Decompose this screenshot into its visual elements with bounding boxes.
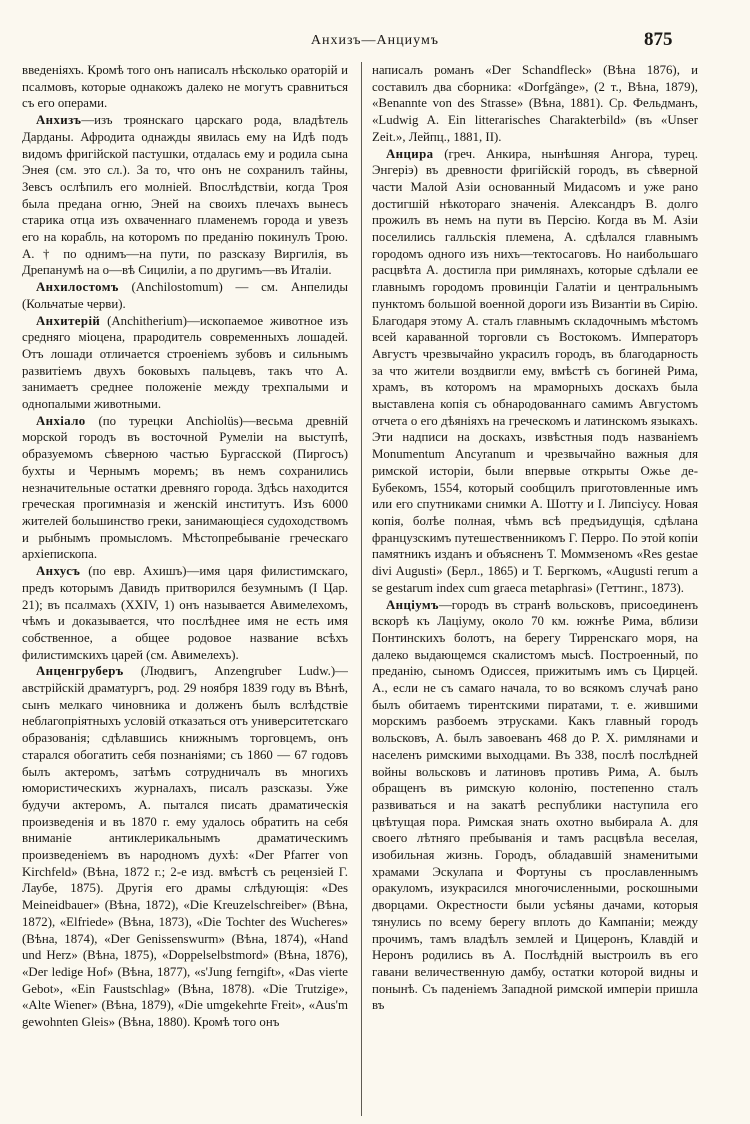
entry-anchialo	[22, 413, 348, 563]
column-divider	[361, 62, 362, 1116]
entry-text: —изъ троянскаго царскаго рода, владѣтель Дарданы. Афродита однажды явилась ему на Идѣ подъ видомъ фригійской пастушки, отдалась ему и родила сына Энея (см. это сл.). За то, что онъ не сохранилъ тайны, Зевсъ ослѣпилъ его молніей. Впослѣдствіи, когда Троя была предана огню, Эней на своихъ плечахъ вынесъ старика отца изъ охваченнаго пламенемъ города и увезъ его на корабль, на которомъ по преданію покинулъ Трою. А. † по однимъ—на пути, по разсказу Виргилія, въ Дрепанумѣ на о—вѣ Сициліи, а по другимъ—въ Италіи.	[22, 113, 348, 278]
entry-text: (Людвигъ, Anzengruber Ludw.)—австрійскій драматургъ, род. 29 ноября 1839 году въ Вѣнѣ, сынъ мелкаго чиновника и долженъ былъ вслѣдствіе неблагопріятныхъ условій отказаться отъ университетскаго образованія; сдѣлавшись книжнымъ торговцемъ, онъ старался обогатить себя познаніями; съ 1860 — 67 годовъ былъ актеромъ, затѣмъ сотрудничалъ въ многихъ юмористическихъ журналахъ, писалъ разсказы. Уже будучи актеромъ, А. пытался писать драматическія произведенія и въ 1870 г. ему удалось обратить на себя вниманіе антиклерикальнымъ драматическимъ произведеніемъ въ народномъ духѣ: «Der Pfarrer von Kirchfeld» (Вѣна, 1872 г.; 2-е изд. вмѣстѣ съ рецензіей Г. Лаубе, 1875). Другія его драмы слѣдующія: «Des Meineidbauer» (Вѣна, 1872), «Die Kreuzelschreiber» (Вѣна, 1872), «Elfriede» (Вѣна, 1873), «Die Tochter des Wucheres» (Вѣна, 1874), «Der Genissenswurm» (Вѣна, 1874), «Hand und Herz» (Вѣна, 1875), «Doppelselbstmord» (Вѣна, 1876), «Der ledige Hof» (Вѣна, 1877), «s'Jung ferngift», «Das vierte Gebot», «Ein Faustschlag» (Вѣна, 1878). «Die Trutzige», «Alte Wiener» (Вѣна, 1879), «Die umgekehrte Freit», «Aus'm gewohnten Gleis» (Вѣна, 1880). Кромѣ того онъ	[22, 664, 348, 1030]
entry-text: введеніяхъ. Кромѣ того онъ написалъ нѣсколько ораторій и псалмовъ, которые однакожъ далеко не могутъ сравниться съ его операми.	[22, 63, 348, 111]
entry-continuation	[22, 62, 348, 112]
page-number: 875	[644, 29, 673, 50]
entry-headword: Анцира	[386, 146, 434, 161]
entry-headword: Анхіало	[36, 413, 86, 428]
entry-headword: Анценгруберъ	[36, 664, 124, 679]
entry-headword: Анхитерій	[36, 313, 101, 328]
right-column	[372, 62, 698, 1116]
entry-anchus	[22, 563, 348, 663]
entry-anchiterij	[22, 313, 348, 413]
entry-headword: Анхизъ	[36, 113, 82, 128]
entry-anchilostom	[22, 279, 348, 312]
entry-text: (Anchilostomum) — см. Анпелиды (Кольчатые черви).	[22, 280, 348, 311]
entry-text: —городъ въ странѣ вольсковъ, присоединенъ вскорѣ къ Лаціуму, около 70 км. южнѣе Рима, вблизи Понтинскихъ болотъ, на берегу Тирренскаго моря, на далеко выдающемся скалистомъ мысѣ. Построенный, по преданію, сыномъ Одиссея, прижитымъ имъ съ Цирцей. А., если не съ самаго начала, то во всякомъ случаѣ рано былъ обитаемъ тирентскими пиратами, т. е. жившими морскимъ разбоемъ этрусками. Какъ главный городъ вольсковъ, А. былъ завоеванъ 468 до Р. Х. римлянами и населенъ римскими выходцами. Въ 338, послѣ послѣдней войны вольсковъ и латиновъ противъ Рима, А. былъ обращенъ въ римскую колонію, постепенно сталъ развиваться и на закатѣ республики наступила его цвѣтущая пора. Римская знать охотно выбирала А. для своего лѣтняго пребыванія и тамъ расцвѣла веселая, изобильная жизнь. Городъ, обладавшій знаменитыми храмами Эскулапа и Фортуны съ прославленнымъ оракуломъ, изукрасился многочисленными, роскошными дворцами. Окрестности были усѣяны дачами, которыя тянулись по всему берегу вплоть до Кампаніи; между прочимъ, тамъ владѣлъ землей и Цицеронъ, Клавдій и Неронъ родились въ А. Послѣдній выстроилъ въ его гавани величественную дамбу, остатки которой видны и понынѣ. Съ паденіемъ Западной римской имперіи пришла въ	[372, 597, 698, 1013]
entry-text: (по турецки Anchiolüs)—весьма древній морской городъ въ восточной Румеліи на выступѣ, образуемомъ сѣверною частью Бургасской (Пиргосъ) бухты и Чернымъ моремъ; въ немъ сохранились незначительные остатки древняго города. Здѣсь находится греческая прогимназія и женскій институтъ. Изъ 6000 жителей большинство греки, занимающіеся судоходствомъ и рыбнымъ промысломъ. Мѣстопребываніе греческаго архіепископа.	[22, 413, 348, 562]
entry-text: (Anchitherium)—ископаемое животное изъ средняго міоцена, прародитель современныхъ лошадей. Отъ лошади отличается строеніемъ зубовъ и сильнымъ развитіемъ двухъ боковыхъ пальцевъ, такъ что А. занимаетъ среднее положеніе между трехпалыми и однопалыми животными.	[22, 313, 348, 412]
entry-continuation	[372, 62, 698, 146]
entry-text: написалъ романъ «Der Schandfleck» (Вѣна 1876), и составилъ два сборника: «Dorfgänge», (2 т., Вѣна, 1879), «Benannte von des Strasse» (Вѣна, 1881). Ср. Фельдманъ, «Ludwig A. Ein litterarisches Charakterbild» (въ «Unser Zeit.», Лейпц., 1881, II).	[372, 63, 698, 144]
entry-anzengruber	[22, 663, 348, 1030]
entry-anchiz	[22, 112, 348, 279]
entry-headword: Анхусъ	[36, 564, 81, 579]
entry-ancira	[372, 146, 698, 597]
entry-headword: Анціумъ	[386, 597, 439, 612]
running-header: Анхизъ—Анциумъ	[310, 33, 440, 48]
left-column	[22, 62, 348, 1116]
entry-ancium	[372, 597, 698, 1015]
entry-text: (по евр. Ахишъ)—имя царя филистимскаго, предъ которымъ Давидъ притворился безумнымъ (I Цар. 21); въ псалмахъ (XXIV, 1) онъ называется Авимелехомъ, чѣмъ и доказывается, что послѣднее имя не есть имя собственное, а общее родовое название всѣхъ филистимскихъ царей (см. Авимелехъ).	[22, 564, 348, 662]
entry-text: (греч. Анкира, нынѣшняя Ангора, турец. Энгеріэ) въ древности фригійскій городъ, въ сѣверной части Малой Азіи основанный Мидасомъ и уже рано достигшій нѣкотораго значенія. Александръ В. долго прожилъ въ немъ на пути въ Персію. Когда въ М. Азіи поселились галльскія племена, А. сдѣлался главнымъ городомъ одного изъ нихъ—тектосаговъ. Но наибольшаго расцвѣта А. достигла при римлянахъ, которые сдѣлали ее главнымъ городомъ провинціи Галатіи и центральнымъ пунктомъ большой военной дороги изъ Византіи въ Сирію. Благодаря этому А. сталъ главнымъ складочнымъ мѣстомъ всей караванной торговли съ Востокомъ. Императоръ Августъ чрезвычайно украсилъ городъ, въ благодарность за что жители воздвигли ему, вмѣстѣ съ богиней Рима, храмъ, въ которомъ на мраморныхъ доскахъ была выставлена копія съ обнародованнаго самимъ Августомъ отчета о его дѣяніяхъ на греческомъ и латинскомъ языкахъ. Эти надписи на доскахъ, извѣстныя подъ названіемъ Monumentum Ancyranum и чрезвычайно важныя для римской исторіи, были впервые открыты Ожье де-Бубекомъ, 1554, который сообщилъ приготовленные имъ или его спутниками снимки А. Шотту и I. Липсіусу. Новая копія, болѣе полная, чѣмъ всѣ предъидущія, сдѣлана французскимъ путешественникомъ Г. Перро. По этой копіи памятникъ изданъ и объясненъ Т. Моммзеномъ «Res gestae divi Augusti» (Берл., 1865) и Т. Бергкомъ, «Augusti rerum a se gestarum index cum graeca metaphrasi» (Геттинг., 1873).	[372, 146, 698, 595]
entry-headword: Анхилостомъ	[36, 280, 119, 295]
